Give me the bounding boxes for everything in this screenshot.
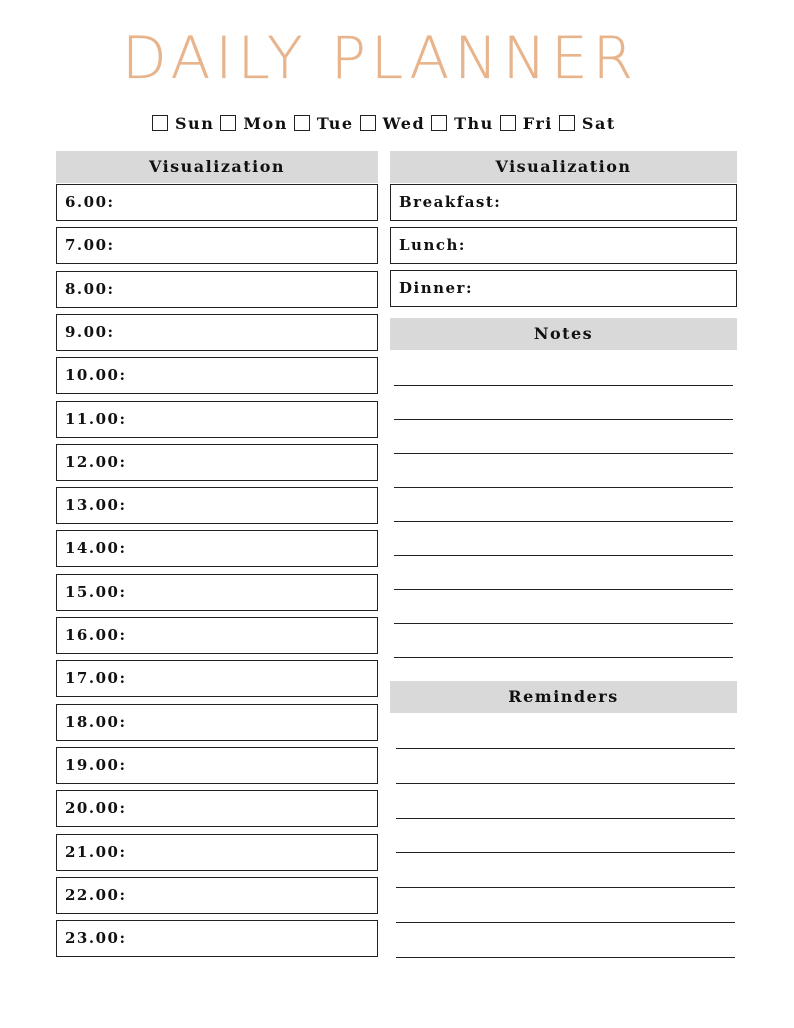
notes-line[interactable] [394,487,733,488]
reminder-line[interactable] [396,852,735,853]
notes-line[interactable] [394,589,733,590]
time-slot[interactable]: 21.00: [56,834,378,871]
reminder-line[interactable] [396,957,735,958]
day-checkbox[interactable] [500,115,516,131]
time-slot[interactable]: 8.00: [56,271,378,308]
day-checkbox[interactable] [152,115,168,131]
time-slot[interactable]: 19.00: [56,747,378,784]
reminder-line[interactable] [396,887,735,888]
time-slot[interactable]: 11.00: [56,401,378,438]
schedule-header: Visualization [56,151,378,183]
reminder-line[interactable] [396,783,735,784]
reminders-header: Reminders [390,681,737,713]
meals-header: Visualization [390,151,737,183]
day-option-sun[interactable] [152,114,214,133]
day-selector [152,112,622,134]
meal-field[interactable]: Lunch: [390,227,737,264]
time-slot[interactable]: 6.00: [56,184,378,221]
notes-header: Notes [390,318,737,350]
page-title: DAILY PLANNER [122,24,638,92]
day-option-sat[interactable] [559,114,616,133]
time-slot[interactable]: 16.00: [56,617,378,654]
day-checkbox[interactable] [220,115,236,131]
time-slot[interactable]: 12.00: [56,444,378,481]
day-label: Sat [581,113,616,133]
day-option-tue[interactable] [294,114,354,133]
day-label: Wed [382,113,426,133]
time-slot[interactable]: 23.00: [56,920,378,957]
time-slot[interactable]: 9.00: [56,314,378,351]
time-slot[interactable]: 14.00: [56,530,378,567]
notes-line[interactable] [394,623,733,624]
reminder-line[interactable] [396,818,735,819]
notes-line[interactable] [394,419,733,420]
time-slot[interactable]: 22.00: [56,877,378,914]
day-checkbox[interactable] [360,115,376,131]
day-label: Fri [522,113,553,133]
notes-line[interactable] [394,555,733,556]
notes-line[interactable] [394,453,733,454]
time-slot[interactable]: 18.00: [56,704,378,741]
reminder-line[interactable] [396,922,735,923]
day-option-fri[interactable] [500,114,553,133]
notes-line[interactable] [394,657,733,658]
day-option-wed[interactable] [360,114,426,133]
reminder-line[interactable] [396,748,735,749]
time-slot[interactable]: 17.00: [56,660,378,697]
day-option-mon[interactable] [220,114,288,133]
day-checkbox[interactable] [431,115,447,131]
meal-field[interactable]: Breakfast: [390,184,737,221]
time-slot[interactable]: 10.00: [56,357,378,394]
day-checkbox[interactable] [294,115,310,131]
day-checkbox[interactable] [559,115,575,131]
time-slot[interactable]: 20.00: [56,790,378,827]
day-label: Mon [243,113,288,133]
time-slot[interactable]: 15.00: [56,574,378,611]
notes-line[interactable] [394,385,733,386]
day-label: Tue [316,113,354,133]
time-slot[interactable]: 13.00: [56,487,378,524]
day-label: Sun [175,113,215,133]
time-slot[interactable]: 7.00: [56,227,378,264]
day-label: Thu [454,113,494,133]
meal-field[interactable]: Dinner: [390,270,737,307]
day-option-thu[interactable] [431,114,494,133]
notes-line[interactable] [394,521,733,522]
